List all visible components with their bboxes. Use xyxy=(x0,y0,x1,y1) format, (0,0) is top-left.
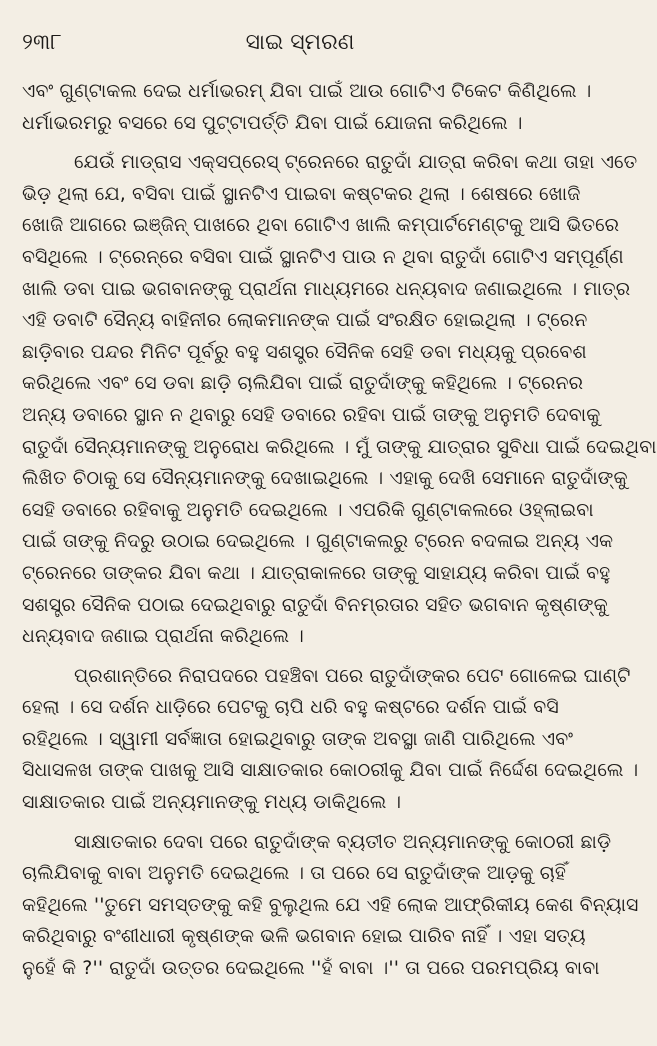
text-line: ରାତୁଦାଁ ସୈନ୍ୟମାନଙ୍କୁ ଅନୁରୋଧ କରିଥିଲେ । ମୁଁ ତାଙ୍କୁ ଯାତ୍ରାର ସୁବିଧା ପାଇଁ ଦେଇଥିବା xyxy=(22,435,657,458)
text-line: ସେହି ଡବାରେ ରହିବାକୁ ଅନୁମତି ଦେଇଥିଲେ । ଏପରିକି ଗୁଣ୍ଟାକଲରେ ଓହ୍ଲାଇବା xyxy=(22,498,594,521)
text-line: ଲିଖିତ ଚିଠାକୁ ସେ ସୈନ୍ୟମାନଙ୍କୁ ଦେଖାଇଥିଲେ । ଏହାକୁ ଦେଖି ସେମାନେ ରାତୁଦାଁଙ୍କୁ xyxy=(22,467,628,490)
body-text xyxy=(22,76,657,985)
running-title: ସାଇ ସ୍ମରଣ xyxy=(245,30,355,55)
text-line: କରିଥିବାରୁ ବଂଶୀଧାରୀ କୃଷ୍ଣଙ୍କ ଭଳି ଭଗବାନ ହୋଇ ପାରିବ ନାହିଁ । ଏହା ସତ୍ୟ xyxy=(22,925,586,948)
text-line: ରହିଥିଲେ । ସ୍ୱାମୀ ସର୍ବଜ୍ଞାତା ହୋଇଥିବାରୁ ତାଙ୍କ ଅବସ୍ଥା ଜାଣି ପାରିଥିଲେ ଏବଂ xyxy=(22,727,574,750)
text-line: ଛାଡ଼ିବାର ପନ୍ଦର ମିନିଟ ପୂର୍ବରୁ ବହୁ ସଶସ୍ତ୍ର ସୈନିକ ସେହି ଡବା ମଧ୍ୟକୁ ପ୍ରବେଶ xyxy=(22,340,587,363)
text-line: ଖାଲି ଡବା ପାଇ ଭଗବାନଙ୍କୁ ପ୍ରାର୍ଥନା ମାଧ୍ୟମରେ ଧନ୍ୟବାଦ ଜଣାଇଥିଲେ । ମାତ୍ର xyxy=(22,277,631,300)
text-line: ସଶସ୍ତ୍ର ସୈନିକ ପଠାଇ ଦେଇଥିବାରୁ ରାତୁଦାଁ ବିନମ୍ରତାର ସହିତ ଭଗବାନ କୃଷ୍ଣଙ୍କୁ xyxy=(22,593,608,616)
paragraph xyxy=(22,76,592,139)
paragraph xyxy=(22,147,657,653)
page-number: ୨୩୮ xyxy=(22,30,62,55)
text-line: ପାଇଁ ତାଙ୍କୁ ନିଦରୁ ଉଠାଇ ଦେଇଥିଲେ । ଗୁଣ୍ଟାକଲରୁ ଟ୍ରେନ ବଦଳାଇ ଅନ୍ୟ ଏକ xyxy=(22,530,614,553)
text-line: ସାକ୍ଷାତକାର ପାଇଁ ଅନ୍ୟମାନଙ୍କୁ ମଧ୍ୟ ଡାକିଥିଲେ । xyxy=(22,791,402,814)
paragraph-gap xyxy=(22,819,580,827)
paragraph xyxy=(22,827,639,985)
text-line: ଅନ୍ୟ ଡବାରେ ସ୍ଥାନ ନ ଥିବାରୁ ସେହି ଡବାରେ ରହିବା ପାଇଁ ତାଙ୍କୁ ଅନୁମତି ଦେବାକୁ xyxy=(22,403,601,426)
text-line: ଏହି ଡବାଟି ସୈନ୍ୟ ବାହିନୀର ଲୋକମାନଙ୍କ ପାଇଁ ସଂରକ୍ଷିତ ହୋଇଥିଲା । ଟ୍ରେନ xyxy=(22,309,588,332)
text-line: ଧର୍ମାଭରମରୁ ବସରେ ସେ ପୁଟ୍ଟାପର୍ତ୍ତି ଯିବା ପାଇଁ ଯୋଜନା କରିଥିଲେ । xyxy=(22,111,523,134)
text-line: ଏବଂ ଗୁଣ୍ଟାକଲ ଦେଇ ଧର୍ମାଭରମ୍ ଯିବା ପାଇଁ ଆଉ ଗୋଟିଏ ଟିକେଟ କିଣିଥିଲେ । xyxy=(22,80,592,102)
paragraph xyxy=(22,661,639,819)
text-line: ନୁହେଁ କି ?'' ରାତୁଦାଁ ଉତ୍ତର ଦେଇଥିଲେ ''ହଁ ବାବା ।'' ତା ପରେ ପରମପ୍ରିୟ ବାବା xyxy=(22,957,600,980)
paragraph-gap xyxy=(22,653,580,661)
text-line: ଧନ୍ୟବାଦ ଜଣାଇ ପ୍ରାର୍ଥନା କରିଥିଲେ । xyxy=(22,625,304,648)
text-line: ବସିଥିଲେ । ଟ୍ରେନ୍‌ରେ ବସିବା ପାଇଁ ସ୍ଥାନଟିଏ ପାଉ ନ ଥିବା ରାତୁଦାଁ ଗୋଟିଏ ସମ୍ପୂର୍ଣ୍ଣ xyxy=(22,245,624,268)
text-line: ସିଧାସଳଖ ତାଙ୍କ ପାଖକୁ ଆସି ସାକ୍ଷାତକାର କୋଠରୀକୁ ଯିବା ପାଇଁ ନିର୍ଦ୍ଦେଶ ଦେଇଥିଲେ । xyxy=(22,759,639,782)
text-line: ଭିଡ଼ ଥିଲା ଯେ, ବସିବା ପାଇଁ ସ୍ଥାନଟିଏ ପାଇବା କଷ୍ଟକର ଥିଲା । ଶେଷରେ ଖୋଜି xyxy=(22,182,581,205)
text-line: ପ୍ରଶାନ୍ତିରେ ନିରାପଦରେ ପହଞ୍ଚିବା ପରେ ରାତୁଦାଁଙ୍କର ପେଟ ଗୋଳେଇ ଘାଣ୍ଟି xyxy=(74,664,631,687)
text-line: ଖୋଜି ଆଗରେ ଇଞ୍ଜିନ୍ ପାଖରେ ଥିବା ଗୋଟିଏ ଖାଲି କମ୍ପାର୍ଟମେଣ୍ଟକୁ ଆସି ଭିତରେ xyxy=(22,214,620,237)
text-line: ସାକ୍ଷାତକାର ଦେବା ପରେ ରାତୁଦାଁଙ୍କ ବ୍ୟତୀତ ଅନ୍ୟମାନଙ୍କୁ କୋଠରୀ ଛାଡ଼ି xyxy=(74,830,612,853)
paragraph-gap xyxy=(22,139,580,147)
text-line: କରିଥିଲେ ଏବଂ ସେ ଡବା ଛାଡ଼ି ଚାଲିଯିବା ପାଇଁ ରାତୁଦାଁଙ୍କୁ କହିଥିଲେ । ଟ୍ରେନର xyxy=(22,372,584,395)
text-line: ଚାଲିଯିବାକୁ ବାବା ଅନୁମତି ଦେଇଥିଲେ । ତା ପରେ ସେ ରାତୁଦାଁଙ୍କ ଆଡ଼କୁ ଚାହିଁ xyxy=(22,862,567,885)
text-line: ହେଲା । ସେ ଦର୍ଶନ ଧାଡ଼ିରେ ପେଟକୁ ଚାପି ଧରି ବହୁ କଷ୍ଟରେ ଦର୍ଶନ ପାଇଁ ବସି xyxy=(22,696,559,719)
text-line: କହିଥିଲେ ''ତୁମେ ସମସ୍ତଙ୍କୁ କହି ବୁଲୁଥିଲ ଯେ ଏହି ଲୋକ ଆଫ୍ରିକୀୟ କେଶ ବିନ୍ୟାସ xyxy=(22,893,639,916)
page-header xyxy=(22,30,578,60)
text-line: ଟ୍ରେନରେ ତାଙ୍କର ଯିବା କଥା । ଯାତ୍ରାକାଳରେ ତାଙ୍କୁ ସାହାଯ୍ୟ କରିବା ପାଇଁ ବହୁ xyxy=(22,561,611,584)
text-line: ଯେଉଁ ମାଡ୍ରାସ ଏକ୍ସପ୍ରେସ୍ ଟ୍ରେନରେ ରାତୁଦାଁ ଯାତ୍ରା କରିବା କଥା ତାହା ଏତେ xyxy=(74,151,638,174)
